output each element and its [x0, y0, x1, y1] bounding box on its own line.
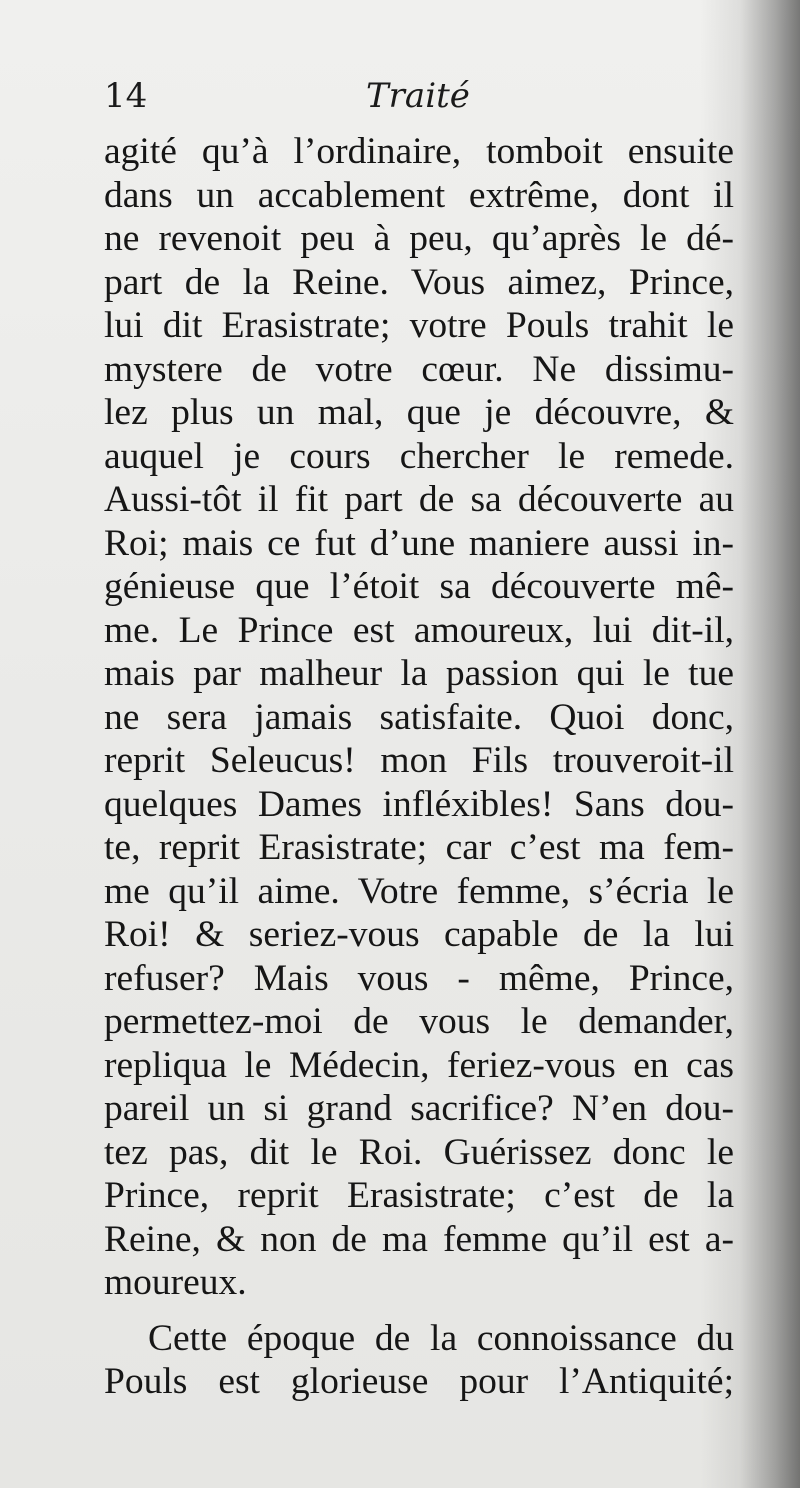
text-line: repliqua le Médecin, feriez-vous en cas [104, 1044, 734, 1086]
text-line: mais par malheur la passion qui le tue [104, 653, 734, 694]
text-line: te, reprit Erasistrate; car c’est ma fem- [104, 827, 734, 868]
text-line: Pouls est glorieuse pour l’Antiquité; [104, 1361, 734, 1402]
paragraph-1 [104, 130, 734, 1305]
paragraph-2 [104, 1317, 734, 1404]
text-line: ne sera jamais satisfaite. Quoi donc, [104, 696, 734, 738]
text-line: Prince, reprit Erasistrate; c’est de la [104, 1175, 734, 1216]
paragraph-gap [104, 1305, 734, 1317]
text-line: part de la Reine. Vous aimez, Prince, [104, 261, 734, 303]
text-line: me qu’il aime. Votre femme, s’écria le [104, 870, 734, 912]
text-line: refuser? Mais vous - même, Prince, [104, 957, 734, 999]
text-line: reprit Seleucus! mon Fils trouveroit-il [104, 740, 734, 781]
text-line: agité qu’à l’ordinaire, tomboit ensuite [104, 131, 734, 172]
text-line: Reine, & non de ma femme qu’il est a- [104, 1218, 734, 1260]
text-line: lez plus un mal, que je découvre, & [104, 392, 734, 433]
text-line: tez pas, dit le Roi. Guérissez donc le [104, 1131, 734, 1173]
text-line: Cette époque de la connoissance du [148, 1317, 734, 1359]
text-line: permettez-moi de vous le demander, [104, 1001, 734, 1042]
text-line: mystere de votre cœur. Ne dissimu- [104, 348, 734, 390]
text-line: ne revenoit peu à peu, qu’après le dé- [104, 218, 734, 259]
page-header [104, 76, 734, 124]
text-line: quelques Dames infléxibles! Sans dou- [104, 783, 734, 825]
running-title: Traité [366, 76, 470, 116]
text-line: dans un accablement extrême, dont il [104, 174, 734, 216]
text-line: pareil un si grand sacrifice? N’en dou- [104, 1088, 734, 1129]
text-line: moureux. [104, 1262, 247, 1303]
body-text [104, 130, 734, 1404]
text-line: Aussi-tôt il fit part de sa découverte au [104, 479, 734, 520]
text-line: Roi; mais ce fut d’une maniere aussi in- [104, 522, 734, 564]
text-line: me. Le Prince est amoureux, lui dit-il, [104, 609, 734, 651]
text-line: Roi! & seriez-vous capable de la lui [104, 914, 734, 955]
text-line: génieuse que l’étoit sa découverte mê- [104, 566, 734, 607]
text-line: lui dit Erasistrate; votre Pouls trahit le [104, 305, 734, 346]
page-number: 14 [104, 76, 148, 116]
text-line: auquel je cours chercher le remede. [104, 435, 734, 477]
